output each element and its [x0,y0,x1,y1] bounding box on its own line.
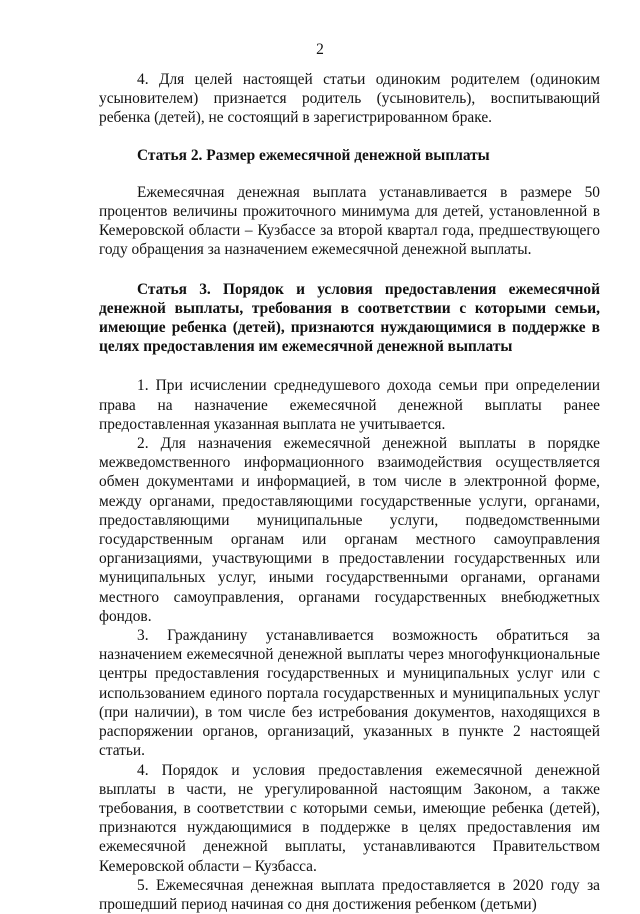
spacer [99,128,600,146]
article-1-paragraph-4: 4. Для целей настоящей статьи одиноким родителем (одиноким усыновителем) признается родитель (усыновитель), воспитывающий ребенка (детей), не состоящий в зарегистрированном браке. [99,71,600,127]
article-3-paragraph-3: 3. Гражданину устанавливается возможность обратиться за назначением ежемесячной денежной выплаты через многофункциональные центры предоставления государственных и муниципальных услуг или с использованием единого портала государственных и муниципальных услуг (при наличии), в том числе без истребования документов, находящихся в распоряжении органов, организаций, указанных в пункте 2 настоящей статьи. [99,627,600,760]
article-3-heading: Статья 3. Порядок и условия предоставления ежемесячной денежной выплаты, требования в соответствии с которыми семьи, имеющие ребенка (детей), признаются нуждающимися в поддержке в целях предоставления им ежемесячной денежной выплаты [99,280,600,356]
article-2-heading: Статья 2. Размер ежемесячной денежной выплаты [137,146,490,164]
spacer [99,165,600,183]
spacer [99,356,600,376]
spacer [99,260,600,280]
article-3-paragraph-2: 2. Для назначения ежемесячной денежной выплаты в порядке межведомственного информационного взаимодействия осуществляется обмен документами и информацией, в том числе в электронной форме, между органами, предоставляющими государственные услуги, органами, предоставляющими муниципальные услуги, подведомственными государственным органам или органам местного самоуправления организациями, участвующими в предоставлении государственных или муниципальных услуг, иными государственными органами, органами местного самоуправления, органами государственных внебюджетных фондов. [99,435,600,625]
article-3-paragraph-4: 4. Порядок и условия предоставления ежемесячной денежной выплаты в части, не урегулированной настоящим Законом, а также требования, в соответствии с которыми семьи, имеющие ребенка (детей), признаются нуждающимися в поддержке в целях предоставления им ежемесячной денежной выплаты, устанавливаются Правительством Кемеровской области – Кузбасса. [99,761,600,875]
article-2-text: Ежемесячная денежная выплата устанавливается в размере 50 процентов величины прожиточного минимума для детей, установленной в Кемеровской области – Кузбассе за второй квартал года, предшествующего году обращения за назначением ежемесячной денежной выплаты. [99,183,600,259]
article-3-paragraph-5: 5. Ежемесячная денежная выплата предоставляется в 2020 году за прошедший период начиная со дня достижения ребенком (детьми) [99,876,600,913]
page-number: 2 [316,41,324,58]
document-body [99,70,600,914]
article-3-paragraph-1: 1. При исчислении среднедушевого дохода семьи при определении права на назначение ежемесячной денежной выплаты ранее предоставленная указанная выплата не учитывается. [99,377,600,433]
